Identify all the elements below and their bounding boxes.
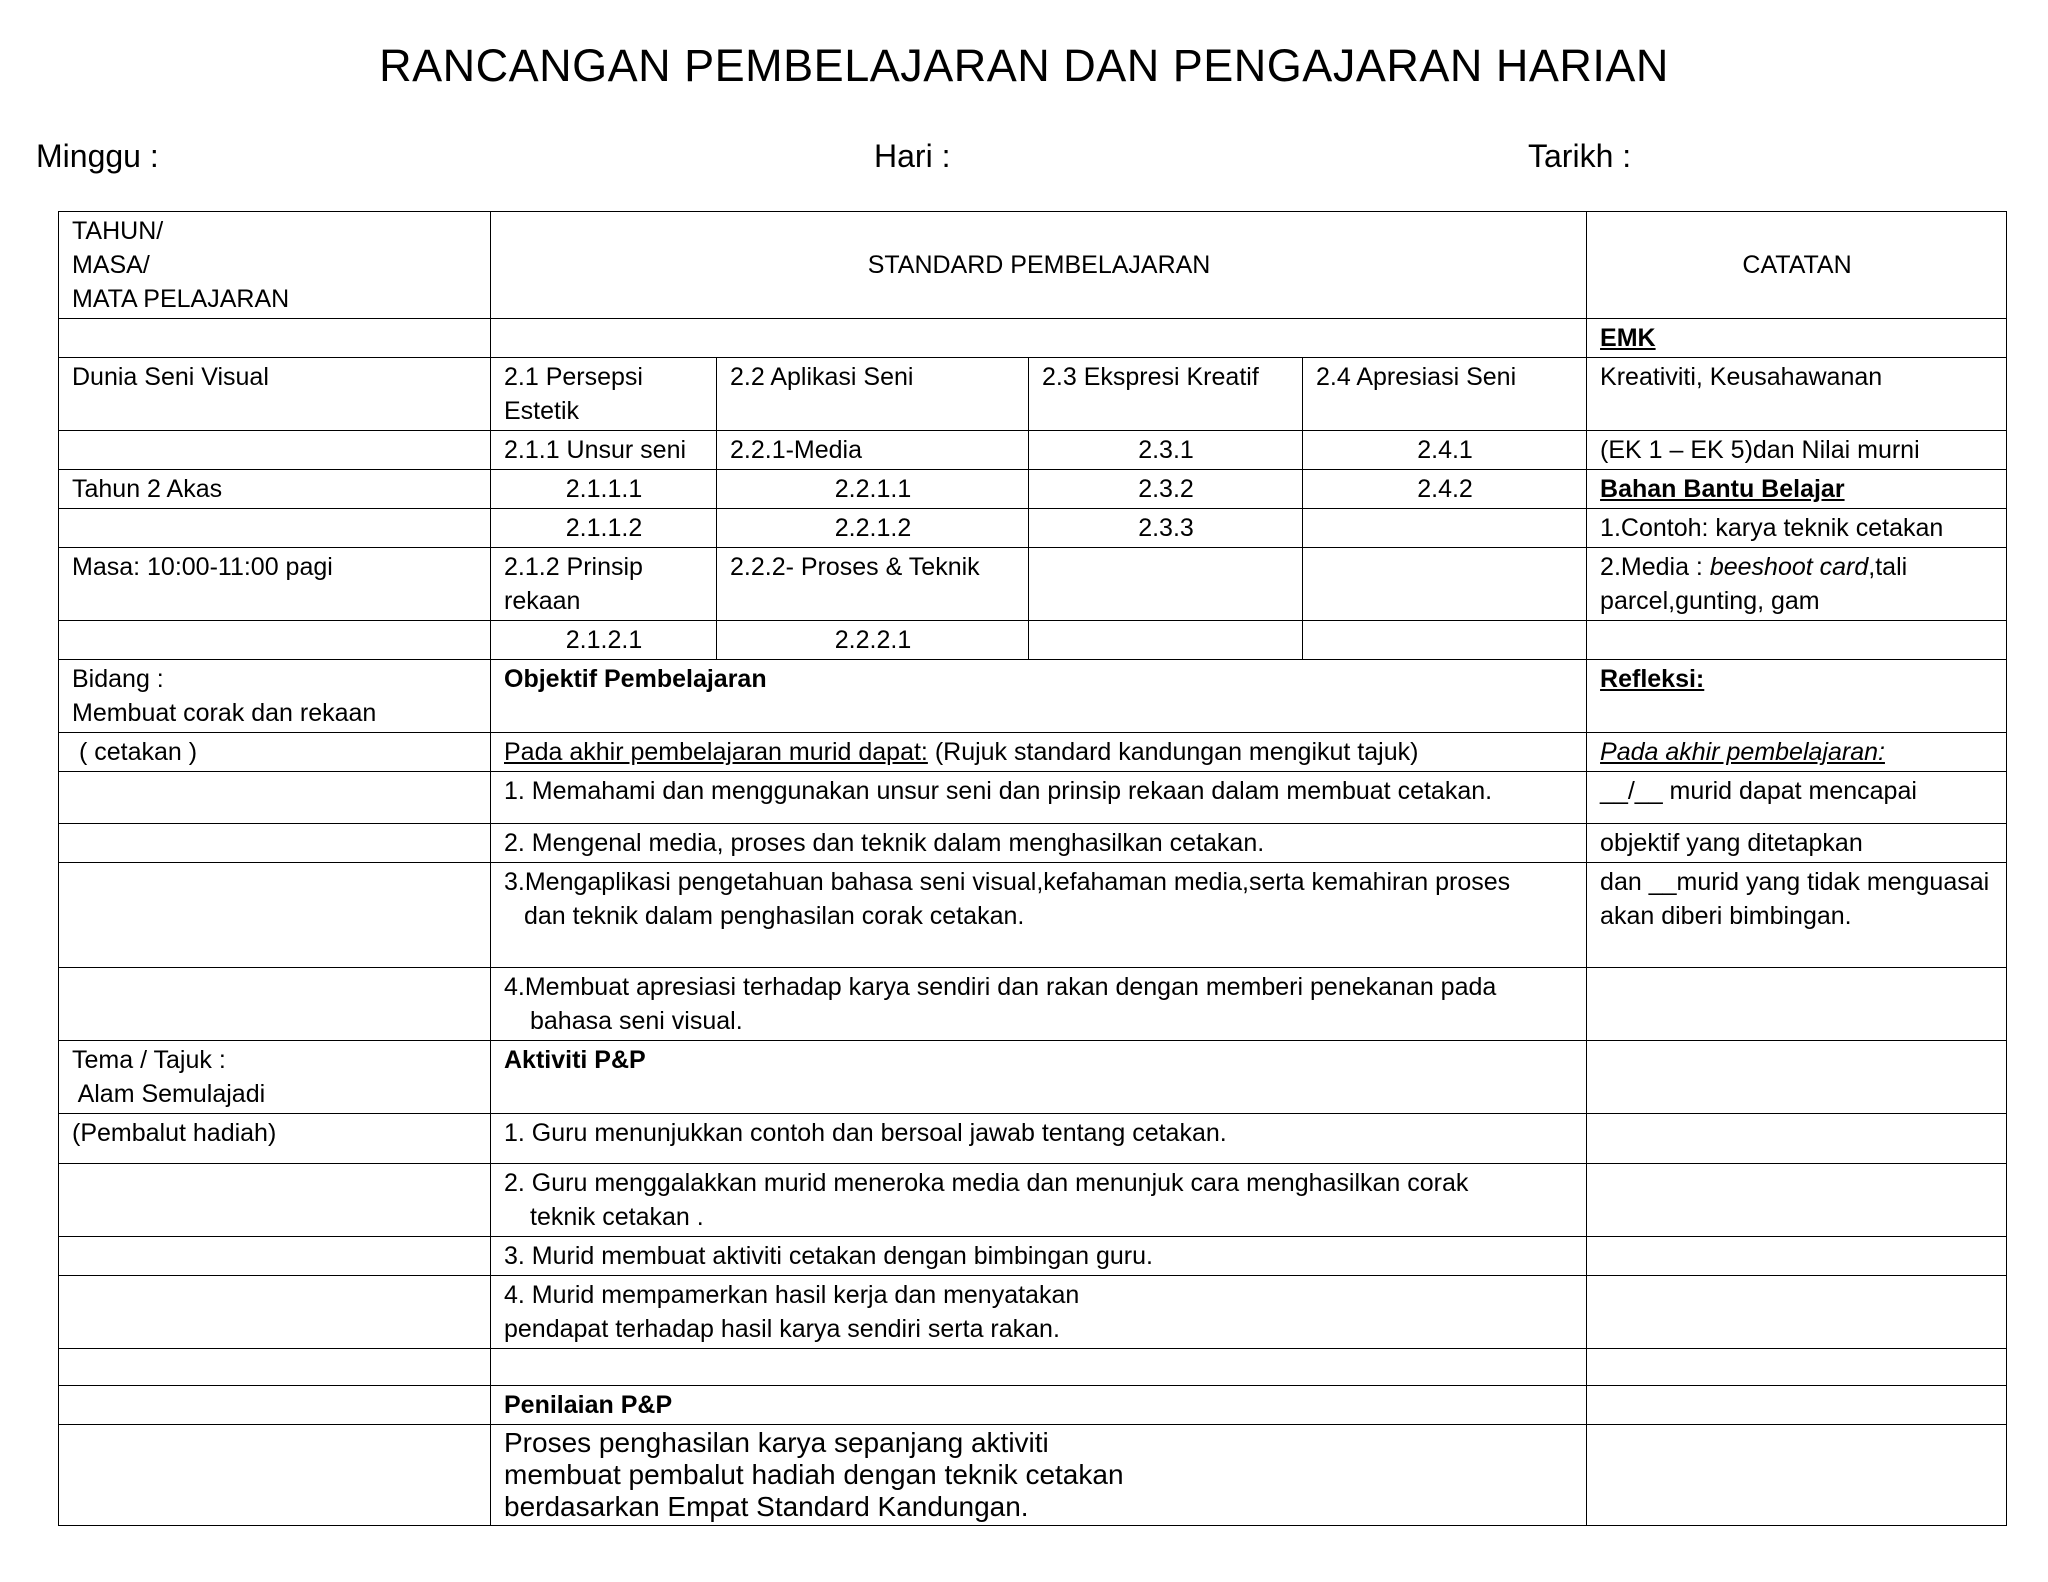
- table-row: [59, 660, 2007, 733]
- table-row: [59, 548, 2007, 621]
- table-row: [59, 1425, 2007, 1526]
- emk-values: Kreativiti, Keusahawanan: [1587, 358, 2007, 431]
- standard-2-1-2: 2.1.2 Prinsip rekaan: [491, 548, 717, 621]
- standard-2-1-2-1: 2.1.2.1: [491, 621, 717, 660]
- table-row: [59, 621, 2007, 660]
- table-row: [59, 968, 2007, 1041]
- table-row: [59, 1041, 2007, 1114]
- table-row: [59, 470, 2007, 509]
- table-row: [59, 358, 2007, 431]
- bbb-label: Bahan Bantu Belajar: [1587, 470, 2007, 509]
- class-time: Masa: 10:00-11:00 pagi: [59, 548, 491, 621]
- page-title: RANCANGAN PEMBELAJARAN DAN PENGAJARAN HARIAN: [379, 40, 1669, 91]
- standard-2-3-1: 2.3.1: [1029, 431, 1303, 470]
- standard-2-3: 2.3 Ekspresi Kreatif: [1029, 358, 1303, 431]
- refleksi-label: Refleksi:: [1587, 660, 2007, 733]
- header-tahun: TAHUN/: [72, 217, 164, 245]
- standard-2-2-2-1: 2.2.2.1: [717, 621, 1029, 660]
- refleksi-mencapai: __/__ murid dapat mencapai: [1587, 772, 2007, 824]
- penilaian-text: Proses penghasilan karya sepanjang aktiviti membuat pembalut hadiah dengan teknik cetakan berdasarkan Empat Standard Kandungan.: [491, 1425, 1587, 1526]
- header-masa: MASA/: [72, 251, 150, 279]
- objektif-label: Objektif Pembelajaran: [491, 660, 1587, 733]
- objektif-1: 1. Memahami dan menggunakan unsur seni dan prinsip rekaan dalam membuat cetakan.: [491, 772, 1587, 824]
- standard-2-2: 2.2 Aplikasi Seni: [717, 358, 1029, 431]
- table-row: [59, 824, 2007, 863]
- tema-value: Alam Semulajadi: [72, 1080, 266, 1108]
- objektif-4: 4.Membuat apresiasi terhadap karya sendiri dan rakan dengan memberi penekanan pada bahasa seni visual.: [491, 968, 1587, 1041]
- standard-2-4: 2.4 Apresiasi Seni: [1303, 358, 1587, 431]
- table-row: [59, 772, 2007, 824]
- tema-cell: [59, 1041, 491, 1114]
- table-row: [59, 1386, 2007, 1425]
- tajuk-value: (Pembalut hadiah): [59, 1114, 491, 1164]
- standard-2-2-1: 2.2.1-Media: [717, 431, 1029, 470]
- header-tahun-masa-subjek: [59, 212, 491, 319]
- table-row: [59, 1164, 2007, 1237]
- table-header-row: [59, 212, 2007, 319]
- standard-2-3-3: 2.3.3: [1029, 509, 1303, 548]
- standard-2-4-2: 2.4.2: [1303, 470, 1587, 509]
- tarikh-label: Tarikh :: [1528, 138, 1632, 174]
- bbb-item-1: 1.Contoh: karya teknik cetakan: [1587, 509, 2007, 548]
- standard-2-1: 2.1 Persepsi Estetik: [491, 358, 717, 431]
- subject-name: Dunia Seni Visual: [59, 358, 491, 431]
- aktiviti-1: 1. Guru menunjukkan contoh dan bersoal jawab tentang cetakan.: [491, 1114, 1587, 1164]
- table-row: [59, 1276, 2007, 1349]
- penilaian-label: Penilaian P&P: [491, 1386, 1587, 1425]
- aktiviti-2: 2. Guru menggalakkan murid meneroka media dan menunjuk cara menghasilkan corak teknik cetakan .: [491, 1164, 1587, 1237]
- emk-label: EMK: [1587, 319, 2007, 358]
- bidang-label: Bidang :: [72, 665, 164, 693]
- refleksi-bimbingan: dan __murid yang tidak menguasai akan diberi bimbingan.: [1587, 863, 2007, 968]
- table-row: [59, 509, 2007, 548]
- bidang-cell: [59, 660, 491, 733]
- bidang-cetakan: ( cetakan ): [59, 733, 491, 772]
- aktiviti-label: Aktiviti P&P: [491, 1041, 1587, 1114]
- standard-2-4-1: 2.4.1: [1303, 431, 1587, 470]
- table-row: [59, 733, 2007, 772]
- objektif-3: 3.Mengaplikasi pengetahuan bahasa seni visual,kefahaman media,serta kemahiran proses dan teknik dalam penghasilan corak cetakan.: [491, 863, 1587, 968]
- standard-2-1-1: 2.1.1 Unsur seni: [491, 431, 717, 470]
- refleksi-intro: Pada akhir pembelajaran:: [1587, 733, 2007, 772]
- lesson-plan-table: [58, 211, 2007, 1526]
- table-row: [59, 863, 2007, 968]
- standard-2-2-2: 2.2.2- Proses & Teknik: [717, 548, 1029, 621]
- table-row: [59, 1349, 2007, 1386]
- table-row: [59, 319, 2007, 358]
- table-row: [59, 1114, 2007, 1164]
- tema-label: Tema / Tajuk :: [72, 1046, 226, 1074]
- standard-2-1-1-1: 2.1.1.1: [491, 470, 717, 509]
- class-year: Tahun 2 Akas: [59, 470, 491, 509]
- aktiviti-4: 4. Murid mempamerkan hasil kerja dan menyatakan pendapat terhadap hasil karya sendiri serta rakan.: [491, 1276, 1587, 1349]
- standard-2-3-2: 2.3.2: [1029, 470, 1303, 509]
- hari-label: Hari :: [874, 138, 951, 174]
- header-catatan: CATATAN: [1587, 212, 2007, 319]
- minggu-label: Minggu :: [36, 138, 159, 174]
- bbb-item-2: 2.Media : beeshoot card,tali parcel,gunting, gam: [1587, 548, 2007, 621]
- table-row: [59, 431, 2007, 470]
- standard-2-1-1-2: 2.1.1.2: [491, 509, 717, 548]
- standard-2-2-1-2: 2.2.1.2: [717, 509, 1029, 548]
- emk-ek: (EK 1 – EK 5)dan Nilai murni: [1587, 431, 2007, 470]
- refleksi-objektif: objektif yang ditetapkan: [1587, 824, 2007, 863]
- header-mata-pelajaran: MATA PELAJARAN: [72, 285, 290, 313]
- aktiviti-3: 3. Murid membuat aktiviti cetakan dengan bimbingan guru.: [491, 1237, 1587, 1276]
- header-standard-pembelajaran: STANDARD PEMBELAJARAN: [491, 212, 1587, 319]
- objektif-2: 2. Mengenal media, proses dan teknik dalam menghasilkan cetakan.: [491, 824, 1587, 863]
- objektif-intro: Pada akhir pembelajaran murid dapat: (Rujuk standard kandungan mengikut tajuk): [491, 733, 1587, 772]
- standard-2-2-1-1: 2.2.1.1: [717, 470, 1029, 509]
- bidang-value: Membuat corak dan rekaan: [72, 699, 377, 727]
- table-row: [59, 1237, 2007, 1276]
